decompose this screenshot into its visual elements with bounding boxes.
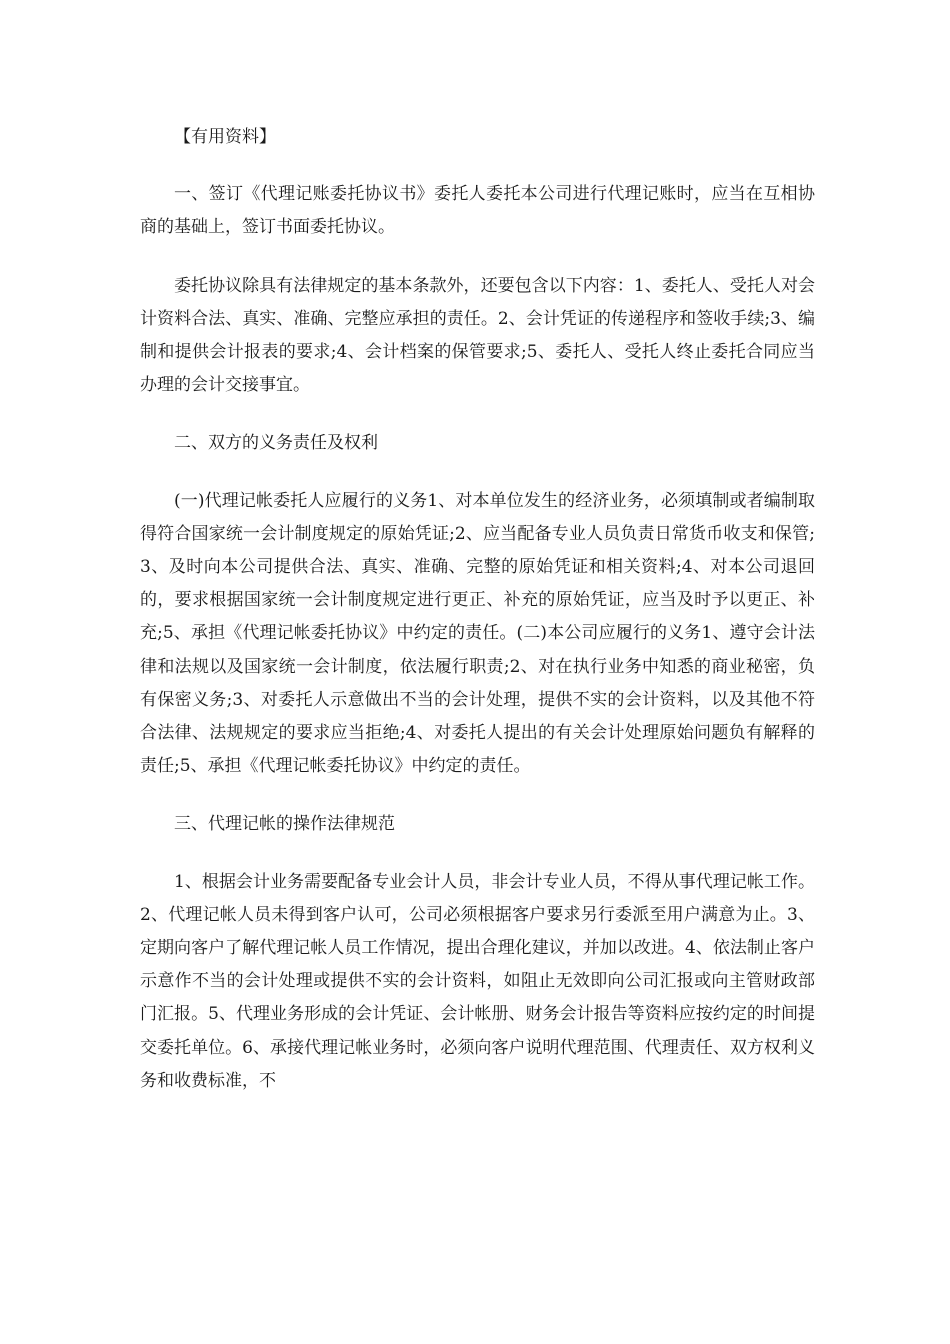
section-3-heading: 三、代理记帐的操作法律规范 (174, 814, 395, 835)
section-1-detail-paragraph: 委托协议除具有法律规定的基本条款外，还要包含以下内容：1、委托人、受托人对会计资料合法、真实、准确、完整应承担的责任。2、会计凭证的传递程序和签收手续;3、编制和提供会计报表的要求;4、会计档案的保管要求;5、委托人、受托人终止委托合同应当办理的会计交接事宜。 (140, 275, 815, 396)
useful-info-title: 【有用资料】 (174, 127, 276, 147)
section-1-paragraph: 一、签订《代理记账委托协议书》委托人委托本公司进行代理记账时，应当在互相协商的基础上，签订书面委托协议。 (140, 184, 815, 238)
section-3-detail-paragraph: 1、根据会计业务需要配备专业会计人员，非会计专业人员，不得从事代理记帐工作。2、代理记帐人员未得到客户认可，公司必须根据客户要求另行委派至用户满意为止。3、定期向客户了解代理记帐人员工作情况，提出合理化建议，并加以改进。4、依法制止客户示意作不当的会计处理或提供不实的会计资料，如阻止无效即向公司汇报或向主管财政部门汇报。5、代理业务形成的会计凭证、会计帐册、财务会计报告等资料应按约定的时间提交委托单位。6、承接代理记帐业务时，必须向客户说明代理范围、代理责任、双方权利义务和收费标准，不 (140, 871, 815, 1091)
document-page (140, 121, 815, 1123)
section-2-heading: 二、双方的义务责任及权利 (174, 433, 378, 454)
section-2-detail-paragraph: (一)代理记帐委托人应履行的义务1、对本单位发生的经济业务，必须填制或者编制取得符合国家统一会计制度规定的原始凭证;2、应当配备专业人员负责日常货币收支和保管;3、及时向本公司提供合法、真实、准确、完整的原始凭证和相关资料;4、对本公司退回的，要求根据国家统一会计制度规定进行更正、补充的原始凭证，应当及时予以更正、补充;5、承担《代理记帐委托协议》中约定的责任。(二)本公司应履行的义务1、遵守会计法律和法规以及国家统一会计制度，依法履行职责;2、对在执行业务中知悉的商业秘密，负有保密义务;3、对委托人示意做出不当的会计处理，提供不实的会计资料，以及其他不符合法律、法规规定的要求应当拒绝;4、对委托人提出的有关会计处理原始问题负有解释的责任;5、承担《代理记帐委托协议》中约定的责任。 (140, 490, 815, 777)
